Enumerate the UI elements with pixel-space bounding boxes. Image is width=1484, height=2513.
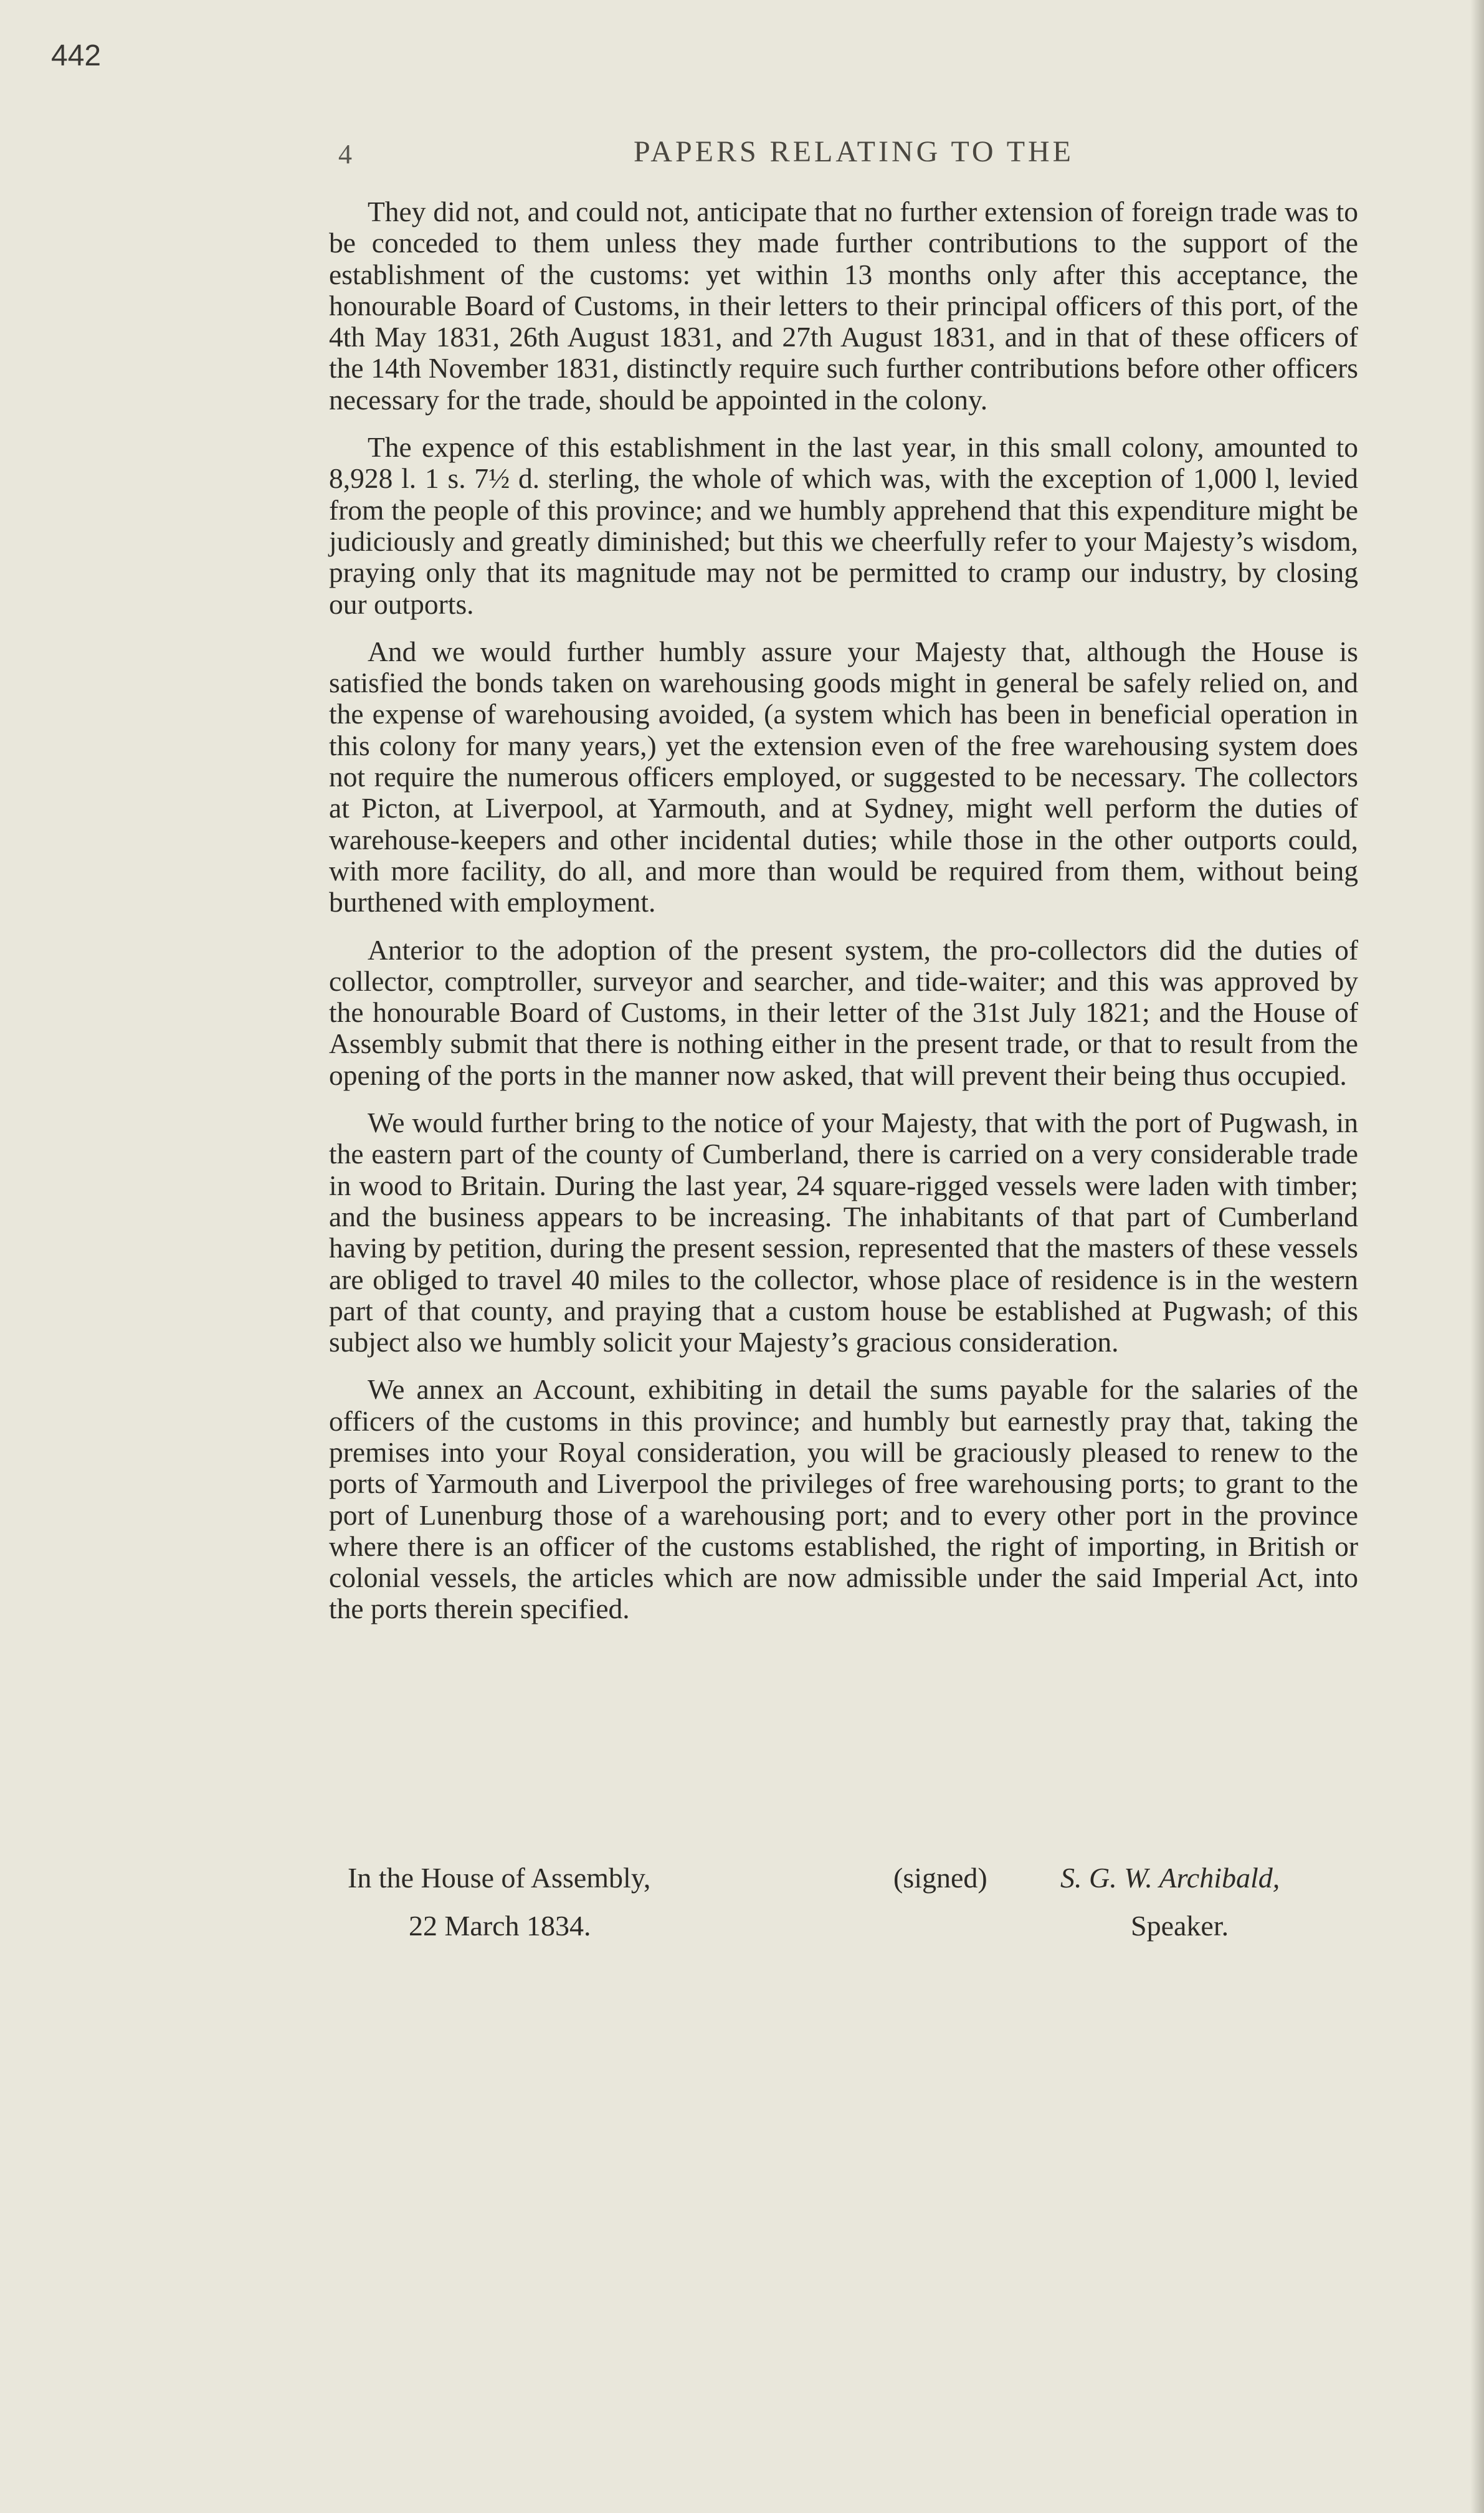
paragraph: They did not, and could not, anticipate that no further extension of foreign trade was to be conceded to them unless they made further contributions to the support of the establishment of the customs: yet within 13 months only after this acceptance, the honourable Board of Customs, in their letters to their principal officers of this port, of the 4th May 1831, 26th August 1831, and 27th August 1831, and in that of these officers of the 14th November 1831, distinctly require such further contributions before other officers necessary for the trade, should be appointed in the colony.	[329, 196, 1358, 416]
running-head: PAPERS RELATING TO THE	[634, 135, 1074, 168]
paragraph: And we would further humbly assure your Majesty that, although the House is satisfied the bonds taken on warehousing goods might in general be safely relied on, and the expense of warehousing avoided, (a system which has been in beneficial operation in this colony for many years,) yet the extension even of the free warehousing system does not require the numerous officers employed, or suggested to be necessary. The collectors at Picton, at Liverpool, at Yarmouth, and at Sydney, might well perform the duties of warehouse-keepers and other incidental duties; while those in the other outports could, with more facility, do all, and more than would be required from them, without being burthened with employment.	[329, 635, 1358, 918]
paragraph: The expence of this establishment in the last year, in this small colony, amounted to 8,928 l. 1 s. 7½ d. sterling, the whole of which was, with the exception of 1,000 l, levied from the people of this province; and we humbly apprehend that this expenditure might be judiciously and greatly diminished; but this we cheerfully refer to your Majesty’s wisdom, praying only that its magnitude may not be permitted to cramp our industry, by closing our outports.	[329, 431, 1358, 620]
signature-signed: (signed)	[893, 1862, 987, 1894]
signature-name: S. G. W. Archibald,	[1060, 1862, 1280, 1894]
signature-place: In the House of Assembly,	[348, 1862, 651, 1894]
body-text	[329, 196, 1358, 1641]
paragraph: We annex an Account, exhibiting in detail the sums payable for the salaries of the officers of the customs in this province; and humbly but earnestly pray that, taking the premises into your Royal consideration, you will be graciously pleased to renew to the ports of Yarmouth and Liverpool the privileges of free warehousing ports; to grant to the port of Lunenburg those of a warehousing port; and to every other port in the province where there is an officer of the customs established, the right of importing, in British or colonial vessels, the articles which are now admissible under the said Imperial Act, into the ports therein specified.	[329, 1373, 1358, 1625]
signature-date: 22 March 1834.	[409, 1910, 591, 1942]
scan-page-number: 442	[51, 39, 102, 72]
paragraph: Anterior to the adoption of the present system, the pro-collectors did the duties of collector, comptroller, surveyor and searcher, and tide-waiter; and this was approved by the honourable Board of Customs, in their letter of the 31st July 1821; and the House of Assembly submit that there is nothing either in the present trade, or that to result from the opening of the ports in the manner now asked, that will prevent their being thus occupied.	[329, 933, 1358, 1091]
paragraph: We would further bring to the notice of your Majesty, that with the port of Pugwash, in the eastern part of the county of Cumberland, there is carried on a very considerable trade in wood to Britain. During the last year, 24 square-rigged vessels were laden with timber; and the business appears to be increasing. The inhabitants of that part of Cumberland having by petition, during the present session, represented that the masters of these vessels are obliged to travel 40 miles to the collector, whose place of residence is in the western part of that county, and praying that a custom house be established at Pugwash; of this subject also we humbly solicit your Majesty’s gracious consideration.	[329, 1107, 1358, 1358]
page-edge-shadow	[1470, 0, 1484, 2513]
signature-title: Speaker.	[1131, 1910, 1229, 1942]
folio-number: 4	[338, 139, 352, 169]
